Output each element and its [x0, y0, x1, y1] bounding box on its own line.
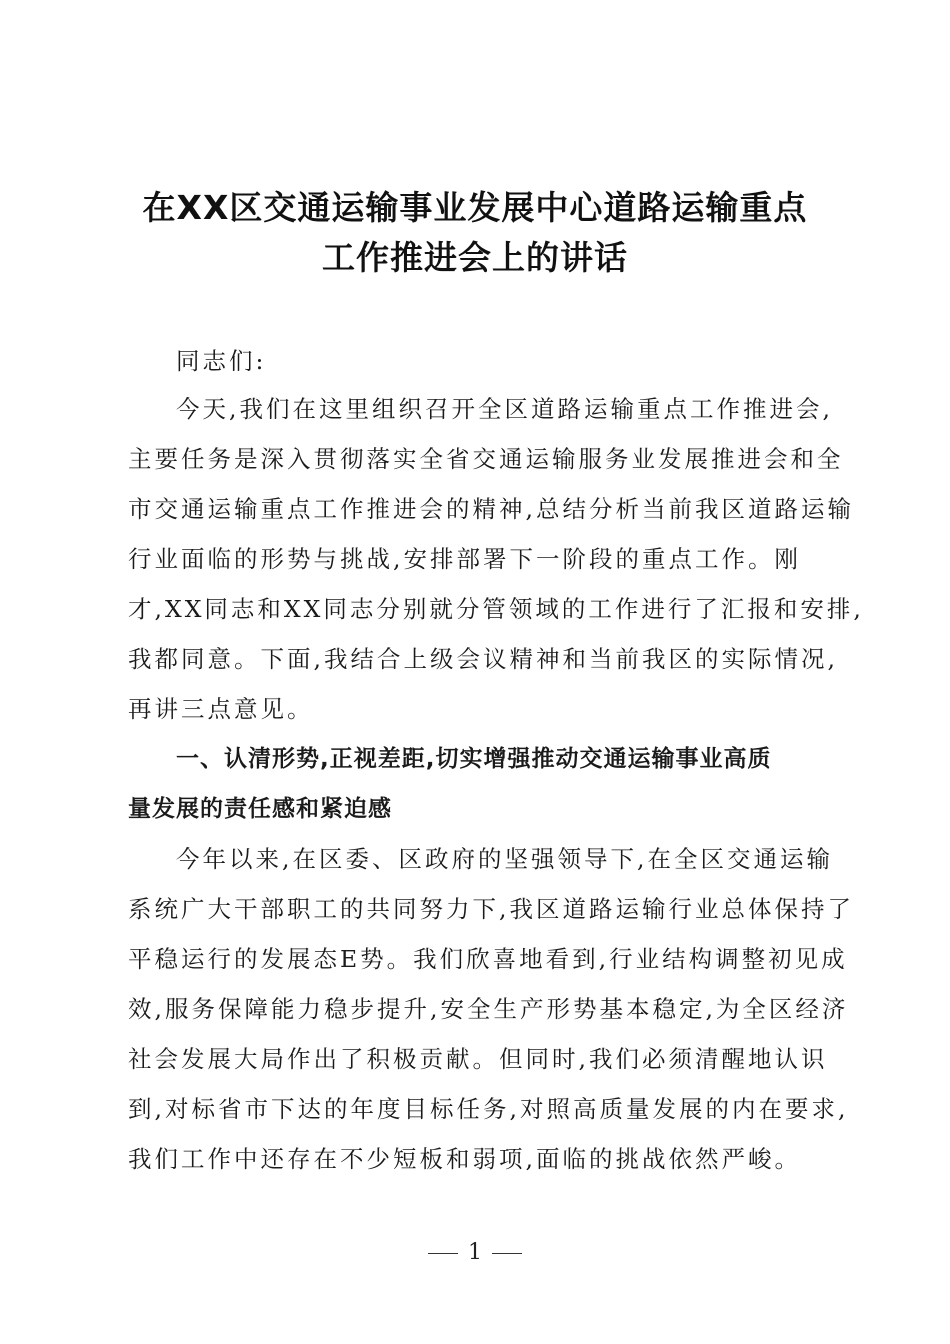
section-heading-1-line: 量发展的责任感和紧迫感 [128, 796, 392, 822]
section-heading-1-line: 一、认清形势,正视差距,切实增强推动交通运输事业高质 [176, 746, 772, 772]
paragraph-2-line: 今年以来,在区委、区政府的坚强领导下,在全区交通运输 [176, 845, 833, 873]
paragraph-2-line: 社会发展大局作出了积极贡献。但同时,我们必须清醒地认识 [128, 1045, 828, 1073]
salutation: 同志们: [176, 347, 267, 375]
paragraph-2-line: 平稳运行的发展态E势。我们欣喜地看到,行业结构调整初见成 [128, 945, 848, 973]
footer-dash-left [428, 1253, 458, 1254]
page-number: 1 [468, 1240, 482, 1265]
paragraph-1-line: 今天,我们在这里组织召开全区道路运输重点工作推进会, [176, 395, 833, 423]
paragraph-1-line: 再讲三点意见。 [128, 695, 314, 723]
paragraph-1-line: 我都同意。下面,我结合上级会议精神和当前我区的实际情况, [128, 645, 838, 673]
paragraph-1-line: 市交通运输重点工作推进会的精神,总结分析当前我区道路运输 [128, 495, 854, 523]
paragraph-2-line: 我们工作中还存在不少短板和弱项,面临的挑战依然严峻。 [128, 1145, 801, 1173]
paragraph-2-line: 到,对标省市下达的年度目标任务,对照高质量发展的内在要求, [128, 1095, 849, 1123]
footer-dash-right [492, 1253, 522, 1254]
paragraph-2-line: 效,服务保障能力稳步提升,安全生产形势基本稳定,为全区经济 [128, 995, 849, 1023]
paragraph-1-line: 才,XX同志和XX同志分别就分管领域的工作进行了汇报和安排, [128, 595, 864, 623]
paragraph-1-line: 行业面临的形势与挑战,安排部署下一阶段的重点工作。刚 [128, 545, 801, 573]
page-footer [0, 1240, 950, 1265]
document-title-line-1: 在XX区交通运输事业发展中心道路运输重点 [142, 188, 808, 227]
paragraph-1-line: 主要任务是深入贯彻落实全省交通运输服务业发展推进会和全 [128, 445, 844, 473]
document-title-line-2: 工作推进会上的讲话 [322, 238, 628, 277]
paragraph-2-line: 系统广大干部职工的共同努力下,我区道路运输行业总体保持了 [128, 895, 854, 923]
